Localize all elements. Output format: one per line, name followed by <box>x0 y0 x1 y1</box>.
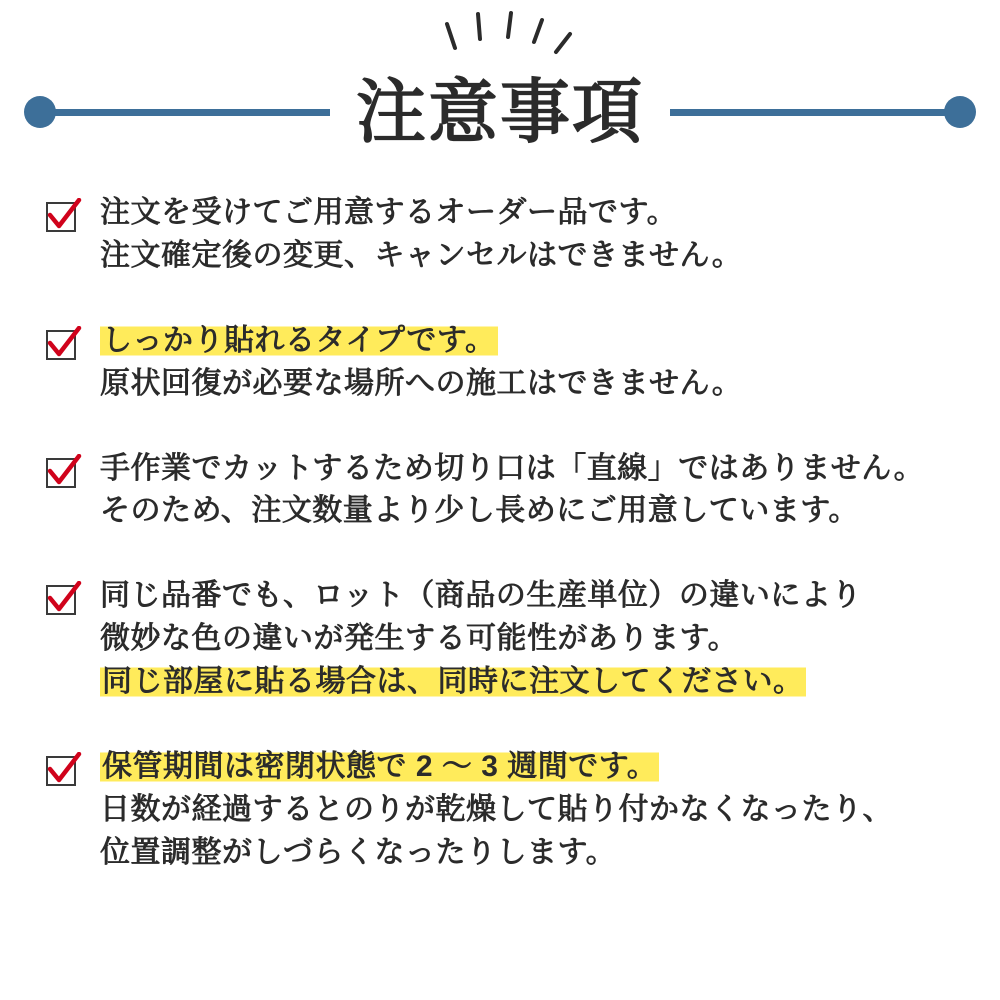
list-item <box>44 746 964 875</box>
list-item <box>44 320 964 406</box>
note-text <box>100 192 964 278</box>
note-line: 微妙な色の違いが発生する可能性があります。 <box>100 622 739 656</box>
note-text <box>100 320 964 406</box>
checked-checkbox-icon <box>44 581 82 619</box>
note-line: 手作業でカットするため切り口は「直線」ではありません。 <box>100 451 925 485</box>
note-line: 同じ部屋に貼る場合は、同時に注文してください。 <box>102 665 804 699</box>
sparkle-lines-icon <box>0 8 1000 68</box>
note-text <box>100 448 964 534</box>
checked-checkbox-icon <box>44 752 82 790</box>
note-line: 同じ品番でも、ロット（商品の生産単位）の違いにより <box>100 579 862 613</box>
note-line: 日数が経過するとのりが乾燥して貼り付かなくなったり、 <box>100 792 893 826</box>
note-line: 位置調整がしづらくなったりします。 <box>100 835 617 869</box>
note-text <box>100 746 964 875</box>
notes-list <box>44 192 964 917</box>
title-row <box>0 62 1000 162</box>
rule-dot-left <box>24 96 56 128</box>
note-line: しっかり貼れるタイプです。 <box>102 323 496 357</box>
title-rule-right <box>670 109 970 116</box>
checked-checkbox-icon <box>44 326 82 364</box>
checked-checkbox-icon <box>44 454 82 492</box>
note-line: 原状回復が必要な場所への施工はできません。 <box>100 366 743 400</box>
title-rule-left <box>30 109 330 116</box>
rule-dot-right <box>944 96 976 128</box>
page-title: 注意事項 <box>356 73 644 151</box>
list-item <box>44 575 964 704</box>
note-line: 注文確定後の変更、キャンセルはできません。 <box>100 238 743 272</box>
list-item <box>44 448 964 534</box>
page-header <box>0 0 1000 190</box>
note-line: そのため、注文数量より少し長めにご用意しています。 <box>100 494 859 528</box>
note-line: 保管期間は密閉状態で 2 ～ 3 週間です。 <box>102 750 658 784</box>
checked-checkbox-icon <box>44 198 82 236</box>
note-text <box>100 575 964 704</box>
note-line: 注文を受けてご用意するオーダー品です。 <box>100 196 678 229</box>
list-item <box>44 192 964 278</box>
